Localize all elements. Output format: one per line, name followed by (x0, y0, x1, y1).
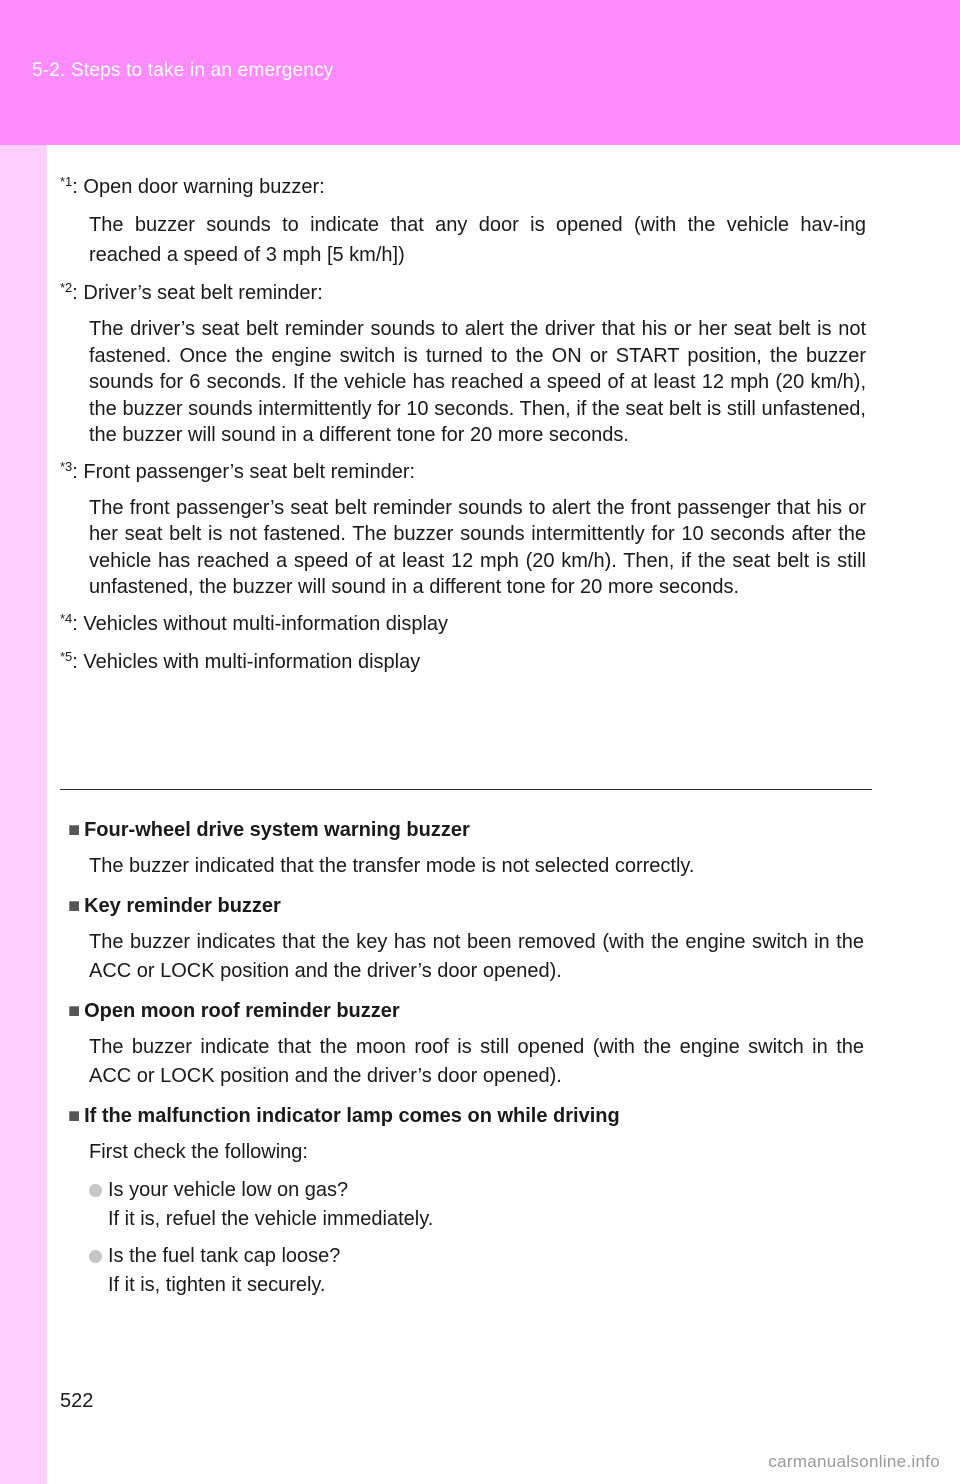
info-body-moon-roof: The buzzer indicate that the moon roof is still opened (with the engine switch in the ACC or LOCK position and the driver’s door opened). (89, 1035, 864, 1087)
footnote-mark: *5 (60, 648, 73, 664)
info-title-moon-roof (68, 996, 864, 1026)
footnotes (60, 172, 866, 685)
footnote-title (60, 457, 866, 487)
footnote-body: The driver’s seat belt reminder sounds to alert the driver that his or her seat belt is not fastened. Once the engine switch is turned to the ON or START position, the buzzer sounds for 6 seconds. If the vehicle has reached a speed of at least 12 mph (20 km/h), the buzzer sounds intermittently for 10 seconds. Then, if the seat belt is still unfastened, the buzzer will sound in a different tone for 20 more seconds. (89, 318, 866, 446)
info-title-key-reminder (68, 891, 864, 921)
sidebar-tab (0, 145, 47, 1484)
square-bullet-icon: ■ (68, 819, 81, 841)
footnote-mark: *3 (60, 458, 73, 474)
footnote-title (60, 647, 866, 677)
footnote-title (60, 609, 866, 639)
square-bullet-icon: ■ (68, 894, 81, 917)
footnote-title (60, 278, 866, 308)
footnote-title-text: : Open door warning buzzer: (72, 176, 325, 198)
square-bullet-icon: ■ (68, 1104, 81, 1127)
info-body-malfunction: First check the following: (89, 1140, 308, 1163)
info-title-text: Key reminder buzzer (84, 894, 281, 917)
footnote-title-text: : Vehicles without multi-information display (72, 612, 449, 635)
watermark: carmanualsonline.info (768, 1452, 940, 1471)
footnote-4 (60, 609, 866, 639)
page-header (0, 0, 960, 145)
info-title-four-wheel (68, 815, 864, 845)
check-item (89, 1242, 864, 1300)
footnote-2 (60, 278, 866, 449)
footnote-3 (60, 457, 866, 601)
footnote-body: The buzzer sounds to indicate that any door is opened (with the vehicle hav-ing reached a speed of 3 mph [5 km/h]) (89, 214, 866, 266)
footnote-title-text: : Driver’s seat belt reminder: (72, 282, 323, 304)
circle-bullet-icon (89, 1250, 102, 1263)
footnote-mark: *1 (60, 174, 73, 189)
footnote-title (60, 172, 866, 202)
info-body-key-reminder: The buzzer indicates that the key has not been removed (with the engine switch in the ACC or LOCK position and the driver’s door opened). (89, 930, 864, 982)
section-title: 5-2. Steps to take in an emergency (32, 60, 334, 81)
footnote-title-text: : Vehicles with multi-information display (72, 650, 421, 673)
check-item-text (108, 1242, 340, 1300)
info-title-text: If the malfunction indicator lamp comes on while driving (84, 1104, 620, 1127)
footnote-1 (60, 172, 866, 270)
page-number: 522 (60, 1390, 94, 1412)
check-item (89, 1176, 864, 1234)
footnote-title-text: : Front passenger’s seat belt reminder: (72, 460, 416, 483)
check-item-text (108, 1176, 433, 1234)
section-divider (60, 789, 872, 790)
footnote-mark: *4 (60, 610, 73, 626)
info-section (68, 815, 864, 1308)
info-title-text: Four-wheel drive system warning buzzer (84, 819, 470, 841)
footnote-body: The front passenger’s seat belt reminder sounds to alert the front passenger that his or her seat belt is not fastened. The buzzer sounds intermittently for 10 seconds after the vehicle has reached a speed of at least 12 mph (20 km/h). Then, if the seat belt is still unfastened, the buzzer will sound in a different tone for 20 more seconds. (89, 496, 866, 598)
check-answer: If it is, refuel the vehicle immediately. (108, 1208, 434, 1230)
info-title-malfunction (68, 1101, 864, 1131)
footnote-5 (60, 647, 866, 677)
check-question: Is your vehicle low on gas? (108, 1179, 349, 1201)
check-question: Is the fuel tank cap loose? (108, 1245, 341, 1267)
footnote-mark: *2 (60, 280, 73, 295)
info-title-text: Open moon roof reminder buzzer (84, 999, 400, 1022)
circle-bullet-icon (89, 1184, 102, 1197)
check-answer: If it is, tighten it securely. (108, 1274, 326, 1296)
info-body-four-wheel: The buzzer indicated that the transfer mode is not selected correctly. (89, 855, 695, 877)
square-bullet-icon: ■ (68, 999, 81, 1022)
